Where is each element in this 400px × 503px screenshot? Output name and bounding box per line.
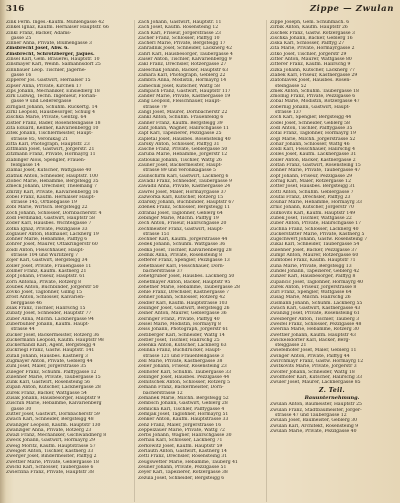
- directory-entry: Zucker Josef, Backermeister, Rotzerg 36: [6, 332, 100, 338]
- directory-entry: Zoder Karl, Hausbes. Wichtelgasse 7: [6, 221, 92, 227]
- directory-entry: Zell Marie, Private, Kastnergasse 38: [138, 359, 223, 364]
- directory-entry: Zoltan Franz, Gastwirt, Rosensteing 15: [270, 163, 361, 169]
- directory-entry: Zmrzly Karl, Private, Kalvarienbergg 16: [6, 189, 99, 195]
- directory-entry: strasse 145, Ortliebgasse 19: [11, 200, 77, 206]
- directory-entry: Zistler Franz, Bader, Rosensteingasse 18: [6, 120, 101, 126]
- directory-entry: Zink Ferm. Inges.-Kaufm. Muhlengasse 42: [6, 20, 105, 25]
- directory-entry: Zojer Karl, Gastwirt, Bergsteigg 34: [6, 258, 88, 264]
- directory-entry: Zinkl Franz, Backer, Adams-: [6, 30, 72, 36]
- directory-entry: Zitek Johann, Tischlermeister, Haupt-: [6, 131, 93, 137]
- directory-entry: strasse 85, Veronikag 21: [11, 136, 68, 142]
- directory-entry: strasse 137: [275, 110, 302, 116]
- directory-entry: Zmek Anton, Schuhm. Taubergasse 18: [270, 88, 359, 94]
- directory-entry: berggasse 46: [11, 300, 42, 306]
- directory-entry: Zednik Anna, Private, Rosensteing 8: [138, 253, 223, 259]
- directory-entry: Zach Johann, Gastwirt, Hauptstr. 11: [138, 20, 222, 25]
- directory-entry: Zumpf Anton, Maurer, Rotzergasse 60: [270, 253, 359, 259]
- directory-entry: Zinsbrecht, Schrotzberger, Jaques.: [6, 51, 95, 57]
- directory-entry: Zehle Franz, Drechsler, Kastnergasse 7: [138, 290, 230, 296]
- directory-entry: Zukal Karl, Schneider, Taubergasse 54: [270, 242, 360, 248]
- directory-columns: [6, 20, 394, 502]
- directory-entry: strasse 104 und Wurlitzerg 7: [11, 253, 79, 259]
- directory-entry: Zoufal Franz, Drechsler, Palffyg 23: [270, 194, 351, 200]
- column-1: [6, 20, 130, 502]
- directory-entry: Zwettler Johann, Kaufm. Hauptstr 43: [270, 332, 356, 338]
- directory-entry: steiggasse 21: [275, 343, 307, 349]
- directory-entry: Zemlicka Karl, Tischler, Palffygasse 4: [138, 406, 225, 412]
- directory-entry: Zelnitschek Anton, Schlosser, Rotzerg 5: [138, 380, 231, 386]
- directory-entry: Zweig Moritz, Kaufm. Hauptstrasse 57: [6, 443, 96, 449]
- directory-entry: Zirk Ludwig, Techn. Ingenieur, Florian-: [6, 94, 97, 100]
- directory-entry: Zuber Anton, Private, Halirschgasse 17: [270, 221, 362, 227]
- directory-entry: Zodel Josef, Schneider, Geblerg 58: [270, 120, 350, 126]
- directory-entry: Zobal Marie, Modistin, Rotzergasse 47: [270, 99, 360, 105]
- directory-entry: Zugschwert Johann, Gastw. Rosensteing 7: [270, 237, 368, 243]
- directory-entry: Zezula Josef, Schneider, Bergsteigg 6: [138, 475, 225, 481]
- directory-entry: Zelinka Franz, Buchdrucker, Haupt-: [138, 348, 222, 354]
- directory-entry: Zuckriegl Franz, Gastw. Hauptstr. 141: [6, 348, 95, 354]
- directory-entry: Zlatohlavek Josef, Hausbes. Rosen-: [270, 78, 351, 84]
- directory-entry: Zupan Anton, Kutscher, Lacknergasse 28: [6, 385, 101, 391]
- directory-entry: Zuleger Franz, Schuhm. Palffygasse 12: [6, 369, 97, 375]
- directory-entry: Zwanzger Leopold, Kaufm. Hauptstr 130: [6, 422, 101, 428]
- directory-entry: Zubaty Josef, Schneider, Hauptstr 77: [6, 311, 92, 317]
- directory-entry: Zeidler Karl, Kaufm. Hauptstrasse 103: [138, 300, 228, 306]
- directory-entry: Zwuler Josef, Maurer, Lacknergasse 85: [270, 380, 361, 386]
- directory-entry: Zaleschak Johann, Backer, Hauptstr 63: [138, 67, 229, 73]
- directory-entry: Zouhar Marie, Hebamme, Hormayrg 33: [270, 200, 362, 206]
- directory-entry: Zech Anton, Friseur, Halirschgasse 20: [138, 221, 227, 227]
- directory-entry: Zampach Franz, Gastwirt, Hauptstr 117: [138, 88, 231, 94]
- directory-entry: Zischka Johann, Backer, Geblerg 16: [270, 35, 353, 41]
- column-2: [134, 20, 262, 502]
- directory-entry: Zuckerhandl Karl, Agent, Bergsteigg 4: [6, 343, 96, 349]
- directory-entry: Zemljak Josef, Taglohner, Hormayrg 51: [138, 411, 229, 417]
- directory-entry: Zwettler Marie, Private, Geblergasse 18: [6, 459, 99, 465]
- directory-entry: Zanner Franz, Kaufm. Bergsteigg 39: [138, 120, 223, 126]
- directory-entry: gasse 25: [11, 35, 32, 41]
- directory-entry: strasse 89 und Veronikagasse 5: [143, 168, 216, 174]
- directory-entry: Zoller Josef, Private, Frauengasse 11: [6, 263, 92, 269]
- section-heading: Z. Teil.: [319, 387, 345, 395]
- directory-entry: Zeitler Josef, Tischler, Halirschg 25: [138, 337, 220, 343]
- directory-entry: Zinsbrecht Josef, Abw. 6.: [6, 46, 69, 52]
- directory-entry: Zeuner Johann, Private, Pezzlgasse 51: [138, 464, 227, 470]
- directory-entry: Zamara Karl, Photograph, Geblerg 22: [138, 72, 226, 78]
- directory-entry: Zavadil Franz, Schneider, Taubergasse 9: [138, 178, 232, 184]
- directory-entry: Zohrer Josef, Maurer, Ottakringerstr 60: [6, 242, 98, 248]
- directory-entry: Zlatnik Anton, Schneider, Hauptstr. 100: [6, 173, 98, 179]
- directory-entry: Zeppelzauer Marie, Private, Wattg 72: [138, 427, 225, 433]
- directory-entry: Zipser Anna, Private, Kirchen 17: [6, 83, 82, 89]
- directory-entry: Zettl Franz, Drechsler, Rosensteing 31: [138, 454, 228, 460]
- directory-entry: Zoidl Karl, Fleischhauer, Halirschg 4: [270, 147, 355, 153]
- directory-entry: Zach Karl, Friseur, Jorgerstrasse 23: [138, 30, 221, 36]
- directory-entry: Zoch Karl, Spengler, Bergsteigg 44: [270, 115, 352, 121]
- directory-entry: Zischka Marie, Private, Gentzg. 64: [6, 115, 87, 121]
- directory-entry: Zmolnig Franz, Private, Pezzlgasse 6: [270, 94, 356, 100]
- directory-entry: Zerlauth Anton, Gastwirt, Kastnerg 14: [138, 449, 227, 455]
- directory-entry: Zwierzina Franz, Private, Hauptstr 38: [6, 470, 94, 476]
- directory-entry: Zehetner Marie, Hebamme, Taubergasse 28: [138, 284, 240, 290]
- directory-entry: Zips Johann, Mechaniker, Einsiedlerg 18: [6, 88, 100, 94]
- directory-entry: Zipperer Jos. Gastwirt, Hernalser 15: [6, 78, 91, 84]
- column-3: [266, 20, 394, 502]
- directory-entry: Zrost Anton, Schlosser, Kalvarien-: [6, 295, 85, 301]
- directory-entry: Zirngast Johann, Schuhm. Ruckertg. 14: [6, 104, 98, 110]
- directory-entry: Zechmeister Franz, Gastwirt, Haupt-: [138, 226, 224, 232]
- directory-entry: Zacherl Marie, Private, Bergsteigg 17: [138, 41, 226, 47]
- directory-entry: Zeyer Karl, Tapezierer, Rotzergasse 38: [138, 470, 228, 476]
- directory-entry: Zirbik Anton, Kaufm. Hauptstr 26: [270, 25, 348, 31]
- directory-entry: Zebinger Marie, Milchh. Palffyg 19: [138, 215, 219, 221]
- directory-entry: gasse 30: [11, 406, 32, 412]
- directory-entry: Zdrahal Josef, Taglohner, Geblerg 64: [138, 210, 223, 216]
- directory-entry: Zlobec Marie, Hebamme, Bergsteigg 35: [6, 178, 99, 184]
- directory-entry: Zulehner Josef, Backer, Pezzlgasse 37: [270, 247, 358, 253]
- directory-entry: Zischek Franz, Gastw. Rotzergasse 3: [270, 30, 355, 36]
- directory-entry: Zlabinger Alois, Spengler, Frauen-: [6, 157, 86, 163]
- directory-entry: Zwölfer Johann, Schneider, Wattg 18: [270, 369, 355, 375]
- directory-entry: Zoidl Anton, Fleischhauer, Haupt-: [6, 247, 85, 253]
- directory-entry: Zohner Marie, Hebamme, Palffyg 6: [6, 237, 88, 243]
- directory-entry: Zmeck Johann, Drechsler, Thelemang 7: [6, 184, 97, 190]
- directory-entry: Zwitkovits Marie, Private, Jorgerstr 3: [270, 364, 357, 370]
- directory-entry: Zovko Josef, Taglohner, Gilmg 15: [6, 290, 82, 296]
- directory-entry: strasse 151: [143, 231, 170, 237]
- directory-entry: Zwulan Karl, Architekt, Rosensteing 9: [270, 423, 359, 429]
- directory-entry: Zutter Josef, Gastwirt, Dornbacherstr 59: [6, 411, 100, 417]
- directory-entry: Zollner Franz, Kaufm. Kastnerg 21: [6, 268, 87, 274]
- directory-entry: Zumtobel Franz, Kaufm. Hauptstr 71: [270, 258, 356, 264]
- directory-entry: Zita Marie, Private, Hormayrgasse 2: [270, 46, 355, 52]
- directory-entry: Zefferer Franz, Spengler, Pezzlgasse 13: [138, 258, 230, 264]
- directory-entry: Zwickl Karl, Schlosser, Taubergasse 6: [6, 464, 94, 470]
- directory-entry: Zach Josef, Kaufm. Rosensteing 12: [138, 25, 219, 31]
- directory-entry: Zaiser Anton, Tischler, Kalvarienbergg 9: [138, 57, 232, 63]
- directory-entry: Zatloukal Johann, Tischler, Wattg 26: [138, 157, 222, 163]
- directory-entry: Zurek Anton, Friseur, Jorgerstrasse 8: [270, 284, 357, 290]
- directory-entry: Zuber Anna, Milchh. Lacknergasse 94: [6, 316, 94, 322]
- directory-entry: Zirkl Leopold, Hausbesorger, Schulg 4: [6, 110, 95, 116]
- directory-entry: Zeisel Marie, Modistin, Hormayrg 8: [138, 321, 221, 327]
- directory-entry: Zsifkovits Karl, Kaufm. Hauptstr 149: [270, 210, 356, 216]
- directory-entry: Zusmann Johann, Schuhm. Lacknerg 55: [270, 300, 363, 306]
- directory-entry: gasse 9 und Lederergasse: [11, 99, 72, 105]
- directory-entry: Zweifel Franz, Schlosser, Pezzlgasse 48: [270, 321, 362, 327]
- directory-entry: Zenz Franz, Maler, Jorgerstrasse 16: [138, 422, 222, 428]
- directory-entry: Zodl Anton, Tischler, Palffygasse 35: [270, 125, 353, 131]
- directory-entry: Zangl Josef, Maurer, Dornbacherstr 22: [138, 110, 228, 116]
- directory-entry: Zunzer Karl, Hausbesorger, Palffyg 8: [270, 274, 356, 280]
- directory-entry: Zoch Johann, Schlosser, Dornbacherstr. 4: [6, 210, 102, 216]
- directory-entry: Zerbs Johann, Wagner, Halirschgasse 30: [138, 433, 232, 439]
- directory-entry: Zittmann Josef, Gastwirt, Jorgerstr. 21: [6, 147, 95, 153]
- directory-entry: Zankl Anton, Schuhm. Frauenfeldg 6: [138, 115, 224, 121]
- directory-entry: Zwiefelhofer Josef, Maler, Geblerg 11: [270, 348, 357, 354]
- directory-entry: Zita Eduard, Kellner, Kalvarienbergg 10: [6, 125, 99, 131]
- directory-entry: Zornig Karl, Maler, Rotzergasse 12: [270, 178, 351, 184]
- directory-entry: feldgasse 14: [11, 163, 40, 169]
- directory-entry: Zakl Franz, Drechsler, Rotzergasse 27: [138, 62, 227, 68]
- directory-entry: Zrnic Johann, Kutscher, Jorgerstr 70: [270, 205, 354, 211]
- directory-entry: Zwirchmayr Franz, Gastw. Hormayrg 12: [270, 359, 364, 364]
- directory-entry: Zander Marie, Private, Kastnergasse 19: [138, 94, 231, 100]
- directory-entry: Zechner Karl, Kaufm. Jorgerstrasse 44: [138, 237, 228, 243]
- directory-entry: bacherstrasse 37: [143, 268, 183, 274]
- directory-entry: Zugmayer Anton, Private, Geblerg 44: [6, 359, 93, 364]
- directory-entry: Zlamal Josef, Kutscher, Wattgasse 40: [6, 168, 92, 174]
- directory-entry: Zopf Johann, Friseur, Hauptstr. 61: [6, 274, 86, 280]
- directory-entry: Zweck Johann, Gastwirt, Hormayrg 29: [6, 438, 95, 444]
- directory-entry: Zeugswetter Marie, Hebamme, Tauberg 41: [138, 459, 238, 465]
- directory-entry: Zurl Franz, Spengler, Wattgasse 64: [270, 290, 352, 296]
- directory-entry: Zehner Johann, Schlosser, Rotzerg 42: [138, 295, 226, 301]
- directory-entry: Zusag Marie, Milchh. Halirschg 26: [270, 295, 351, 301]
- directory-entry: Zehetmayer Anton, Backer, Hauptstr 95: [138, 279, 231, 285]
- directory-entry: Zawadil Anna, Private, Kastnergasse 24: [138, 184, 231, 190]
- directory-entry: Zwinger Anton, Private, Palffyg 44: [270, 353, 350, 359]
- directory-entry: Zemanek Marie, Milchh. Bergsteigg 52: [138, 396, 229, 402]
- page-header: [6, 4, 394, 17]
- directory-entry: Zeiringer Franz, Private, Palffyg 40: [138, 316, 220, 322]
- directory-entry: Zobernig Johann, Gastwirt, Haupt-: [270, 104, 350, 110]
- directory-entry: Zeitlberger Karl, Schneider, Wattg 14: [138, 332, 225, 338]
- directory-entry: Zuschin Marie, Hebamme, Kalvarienberg: [6, 401, 102, 407]
- directory-entry: Zembsch Johann, Gastwirt, Geblerg 28: [138, 401, 228, 407]
- directory-entry: Zoubek Anton, Buchbinder, Jorgerstr 50: [6, 284, 99, 290]
- directory-entry: Zobl Marie, Wirtsch. Bergsteigg 22: [6, 205, 88, 211]
- section-subheading: Bauunternehmung.: [304, 395, 360, 402]
- directory-entry: Zawrel Josef, Maler, Hormayrgasse 37: [138, 189, 227, 195]
- directory-entry: Zizka Johann, Kutscher, Lacknerg 77: [270, 67, 355, 73]
- directory-entry: Zehetgruber Josef, Hausbes. Lacknerg 50: [138, 274, 235, 280]
- page-number: 316: [6, 4, 25, 14]
- directory-entry: strasse 79: [143, 104, 167, 110]
- directory-entry: Zinsmayer Karl, Weinh. Salmannsdorf 25: [6, 62, 101, 68]
- directory-entry: Zweiberger Anton, Tischler, Tauberg 3: [270, 316, 360, 322]
- directory-entry: Zdarsky Johann, Buchbinder, Hauptstr 67: [138, 200, 235, 206]
- directory-entry: Zwach Karl, Schneider, Bergsteigg 48: [6, 417, 94, 423]
- directory-entry: Ziska Karl, Schlosser, Palffyg 27: [270, 41, 345, 47]
- directory-entry: Zeller Johann, Friseur, Rosensteing 23: [138, 364, 227, 370]
- directory-entry: Zuna Marie, Private, Bergsteigg 13: [270, 263, 352, 269]
- directory-entry: Zitta Karl, Photograph, Hauptstr. 23: [6, 141, 90, 147]
- directory-entry: Zwazl Franz, Mechaniker, Gschwandnerg 8: [6, 433, 107, 439]
- directory-entry: Zerkowitz Josef, Kaufm. Hauptstr 59: [138, 443, 223, 449]
- directory-entry: Zahrl Karl, Hausbesorger, Taubergasse 4: [138, 51, 233, 57]
- directory-entry: gasse 16: [11, 72, 32, 78]
- directory-entry: Zwach Karl, Gastwirt, Kastnergasse 43: [270, 306, 361, 312]
- directory-entry: strasse 121 und Frauenfeldgasse 3: [143, 353, 224, 359]
- directory-entry: Zweigelt Anton, Tischler, Kastnerg 33: [6, 449, 94, 455]
- directory-entry: Zwulan Franz, Stadtbaumeister, Jorger-: [270, 407, 362, 413]
- directory-entry: Zeiner Anton, Maurer, Geblergasse 36: [138, 311, 227, 317]
- directory-entry: Zonner Marie, Private, Taubergasse 47: [270, 168, 361, 174]
- directory-entry: Zuckerstatter Marie, Private, Kastnerg 5: [270, 231, 365, 237]
- directory-entry: Zofka Ignaz, Private, Pezzlgasse 33: [6, 226, 88, 232]
- directory-entry: Zamecnik Josef, Kutscher, Wattg 58: [138, 83, 220, 89]
- directory-entry: Zazworka Karl, Kutscher, Rotzerg 15: [138, 194, 224, 200]
- directory-entry: Zwickelsdorfer Karl, Backer, Berg-: [270, 337, 350, 343]
- directory-entry: Zlabek Karl, Friseur, Kastnergasse 29: [270, 72, 358, 78]
- directory-entry: Zaunschirm Karl, Gastwirt, Lacknerg 6: [138, 173, 229, 179]
- directory-entry: Zufall Johann, Hausbes. Kastnerg 3: [6, 353, 88, 359]
- directory-entry: Zinkel Ignaz, Kaufm. Hernalser Hauptstr. 66: [6, 25, 109, 31]
- directory-entry: Zoller Anton, Backer, Kastnergasse 2: [270, 157, 356, 163]
- directory-entry: Zwanzig Josef, Private, Rosensteing 61: [270, 311, 360, 317]
- directory-entry: Zerhau Karl, Schlosser, Lacknerg 71: [138, 438, 223, 444]
- directory-entry: Zottl Anton, Schuhm. Geblergasse 7: [270, 189, 354, 195]
- directory-entry: Zwölfhofer Karl, Kutscher, Halirschg 33: [270, 374, 363, 380]
- directory-entry: Zehetbauer Karl, Fleischhauer, Dorn-: [138, 263, 225, 269]
- directory-entry: Zitko Josef, Tischler, Jorgerstr 29: [270, 51, 347, 57]
- directory-entry: Zitterer Franz, Kaufm. Halirschg 9: [270, 62, 351, 68]
- directory-entry: Zellinger Josef, Hausbes. Pezzlgasse 44: [138, 374, 230, 380]
- directory-entry: Zippe Joseph, Gem. Schuhmach. 6: [270, 20, 350, 25]
- directory-entry: Zwerina Marie, Hebamme, Rotzerg 30: [270, 327, 359, 333]
- directory-entry: Zupancic Josef, Taglohner, Hormayrg 40: [270, 279, 364, 285]
- directory-entry: Zorn Antonia, Private, Rotzerg 8: [6, 279, 82, 285]
- directory-entry: Zambra Anna, Modistin, Hormayrg 14: [138, 78, 227, 84]
- directory-entry: Zahradnik Josef, Schneider, Lacknerg 42: [138, 46, 232, 52]
- directory-entry: Zarsky Anton, Schlosser, Palffyg 31: [138, 141, 220, 147]
- directory-entry: Zwerger Josef, Bindermeister, Palffyg 2: [6, 454, 97, 460]
- directory-entry: Zuberbuhler Johann, Kaufm. Haupt-: [6, 321, 90, 327]
- directory-entry: Zaruba Marie, Hebamme, Jorgerstr 12: [138, 152, 228, 158]
- directory-entry: Zitzmann Franz, Private, Hormayrg 11: [6, 152, 96, 158]
- directory-entry: Zwulan Marie, Private, Pezzlgasse 40: [270, 428, 357, 434]
- binding-shadow: [0, 0, 6, 503]
- directory-entry: Zedek Johann, Schuhm. Wattgasse 36: [138, 242, 226, 248]
- directory-entry: Zinner Anna, Private, Blumengasse 3: [6, 41, 92, 47]
- directory-entry: Zinsel Karl, Gem. Brauerei, Hauptstr. 10: [6, 57, 100, 63]
- directory-entry: steingasse 52: [275, 83, 307, 89]
- directory-entry: Zuchna Franz, Schlosser, Lacknerg 40: [270, 226, 359, 232]
- directory-entry: Zasche Franz, Private, Geblergasse 50: [138, 147, 228, 153]
- directory-entry: Zdenek Franz, Schlosser, Bergsteigg 11: [138, 205, 231, 211]
- directory-entry: Zuhl Josef, Maler, Jorgerstrasse 35: [6, 364, 87, 370]
- directory-entry: Zelenka Anton, Kutscher, Lacknerg 63: [138, 343, 227, 349]
- directory-entry: Zodl Ferdinand, Gastwirt, Hauptstr 58: [6, 215, 95, 221]
- directory-entry: Zuckermann Leopold, Kaufm. Hauptstr 98: [6, 337, 104, 343]
- directory-entry: Zusak Johann, Hausbesorger, Hauptstr 9: [6, 396, 101, 402]
- directory-entry: Zogl Marie, Milchh. Jorgerstrasse 52: [270, 136, 356, 142]
- directory-entry: Zacher Franz, Schlosser, Palffyg 10: [138, 35, 220, 41]
- directory-entry: Zemann Franz, Backermeister, Dorn-: [138, 385, 224, 391]
- directory-entry: Zsak Franz, Tischler, Halirschg 15: [6, 306, 86, 312]
- directory-entry: Zauner Josef, Backermeister, Haupt-: [138, 163, 223, 169]
- directory-entry: strasse 47 und Taubergasse 12: [275, 413, 347, 419]
- directory-entry: Zobel Franz, Kaufm. Hernalser Haupt-: [6, 194, 96, 200]
- directory-entry: Zinnbauer Leop. Tischler, Jagerne-: [6, 67, 87, 73]
- directory-entry: Zwulan Anton, Baumeister, Hauptstr 25: [270, 402, 362, 408]
- directory-entry: Zundel Johann, Tapezierer, Geblerg 42: [270, 268, 360, 274]
- directory-entry: Zang Leopold, Fleischhauer, Haupt-: [138, 99, 221, 105]
- directory-entry: Zwanziger Anna, Private, Rotzerg 23: [6, 427, 92, 433]
- directory-entry: Zoglauer Anton, Bildhauer, Lacknerg 19: [6, 231, 99, 237]
- directory-entry: Zitter Anton, Maurer, Wattgasse 80: [270, 57, 352, 63]
- directory-entry: Zubek Josef, Tischler, Wattgasse 22: [270, 215, 352, 221]
- directory-entry: Zenker Anton, Kaufm. Hauptstrasse 33: [138, 417, 229, 423]
- directory-entry: Zulehner Marie, Private, Taubergasse 15: [6, 374, 101, 380]
- directory-entry: strasse 44: [11, 327, 35, 333]
- directory-entry: Zurek Franz, Backer, Wattgasse 54: [6, 390, 87, 396]
- running-head: Zippe — Zwulan: [309, 4, 394, 14]
- directory-entry: Zofal Franz, Taglohner, Hormayrg 19: [270, 131, 356, 137]
- directory-entry: Zedka Josef, Tischler, Kalvarienbergg 28: [138, 247, 232, 253]
- directory-entry: Zotter Josef, Hausbes. Bergsteigg 31: [270, 184, 356, 190]
- directory-entry: Zohar Johann, Schlosser, Wattg 46: [270, 141, 350, 147]
- directory-entry: Zolles Josef, Kaufm. Lacknergasse 31: [270, 152, 357, 158]
- directory-entry: Zwulan Josef, Baumeister, Geblerg 30: [270, 418, 358, 424]
- directory-entry: bacherstrasse 12: [143, 390, 183, 396]
- directory-entry: Zapf Karl, Tapezierer, Pezzlgasse 25: [138, 131, 222, 137]
- directory-entry: Zunk Karl, Gastwirt, Rosensteing 56: [6, 380, 91, 386]
- directory-entry: Zeiss Johann, Photograph, Jorgerstr 61: [138, 327, 229, 333]
- directory-entry: Zellhofer Karl, Schuhm. Taubergasse 33: [138, 369, 231, 375]
- directory-entry: Zant Johann, Wagner, Halirschgasse 11: [138, 125, 229, 131]
- directory-entry: Zopf Johann, Friseur, Pezzlgasse 29: [270, 173, 353, 179]
- directory-entry: Zapletal Josef, Hausbes. Rosensteing 40: [138, 136, 231, 142]
- directory-entry: Zeilinger Josef, Gastwirt, Bergsteigg 26: [138, 306, 230, 312]
